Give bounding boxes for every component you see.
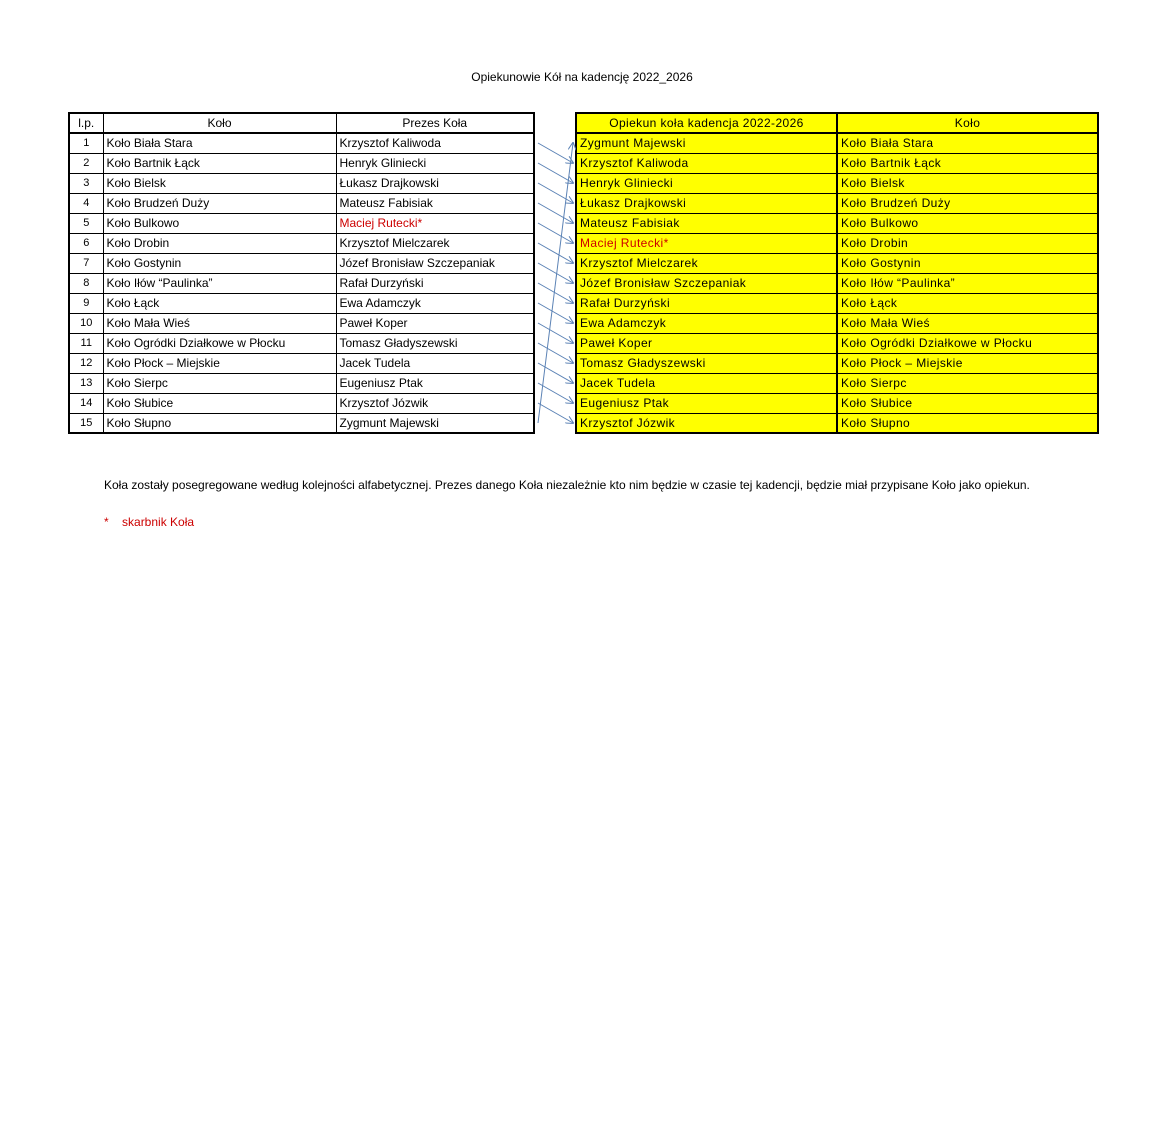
table-row [576,153,1098,173]
kolo-name: Koło Gostynin [103,253,336,273]
connector-arrow [538,163,573,183]
table-row [69,133,534,153]
row-number: 4 [69,193,103,213]
kolo-name: Koło Bielsk [837,173,1098,193]
row-number: 6 [69,233,103,253]
table-row [576,253,1098,273]
connector-arrow [538,343,573,363]
kolo-name: Koło Mała Wieś [837,313,1098,333]
connector-arrow [538,183,573,203]
table-row [69,413,534,433]
table-row [576,193,1098,213]
opiekun-name: Krzysztof Józwik [576,413,837,433]
opiekun-name: Zygmunt Majewski [576,133,837,153]
kolo-name: Koło Płock – Miejskie [103,353,336,373]
row-number: 1 [69,133,103,153]
table-row [576,393,1098,413]
row-number: 7 [69,253,103,273]
footnote-marker: * [104,515,109,529]
kolo-name: Koło Iłów “Paulinka” [837,273,1098,293]
prezes-name: Eugeniusz Ptak [336,373,534,393]
row-number: 10 [69,313,103,333]
connector-arrow [538,403,573,423]
header-kolo: Koło [103,113,336,133]
row-number: 8 [69,273,103,293]
connector-arrow [538,363,573,383]
connector-arrow [538,143,573,423]
row-number: 14 [69,393,103,413]
table-row [69,233,534,253]
table-row [576,133,1098,153]
opiekun-name: Mateusz Fabisiak [576,213,837,233]
row-number: 12 [69,353,103,373]
prezes-name: Tomasz Gładyszewski [336,333,534,353]
prezes-name: Krzysztof Mielczarek [336,233,534,253]
table-row [576,413,1098,433]
note-text: Koła zostały posegregowane według kolejności alfabetycznej. Prezes danego Koła niezależnie kto nim będzie w czasie tej kadencji, będzie miał przypisane Koło jako opiekun. [104,478,1030,492]
kolo-name: Koło Sierpc [103,373,336,393]
opiekun-name: Maciej Rutecki* [576,233,837,253]
kolo-name: Koło Słubice [103,393,336,413]
prezes-name: Maciej Rutecki* [336,213,534,233]
opiekun-name: Krzysztof Kaliwoda [576,153,837,173]
footnote-text: skarbnik Koła [122,515,195,529]
table-row [576,273,1098,293]
connector-arrow [538,263,573,283]
kolo-name: Koło Biała Stara [837,133,1098,153]
table-row [69,213,534,233]
connector-arrow [538,383,573,403]
kolo-name: Koło Płock – Miejskie [837,353,1098,373]
table-row [576,353,1098,373]
kolo-name: Koło Bulkowo [837,213,1098,233]
row-number: 3 [69,173,103,193]
header-opiekun: Opiekun koła kadencja 2022-2026 [576,113,837,133]
kolo-name: Koło Słubice [837,393,1098,413]
opiekun-name: Rafał Durzyński [576,293,837,313]
prezes-name: Rafał Durzyński [336,273,534,293]
prezes-name: Józef Bronisław Szczepaniak [336,253,534,273]
prezes-name: Łukasz Drajkowski [336,173,534,193]
kolo-name: Koło Brudzeń Duży [103,193,336,213]
opiekun-name: Paweł Koper [576,333,837,353]
opiekun-name: Ewa Adamczyk [576,313,837,333]
guardians-table [575,112,1099,434]
kolo-name: Koło Brudzeń Duży [837,193,1098,213]
kolo-name: Koło Gostynin [837,253,1098,273]
prezes-name: Jacek Tudela [336,353,534,373]
opiekun-name: Henryk Gliniecki [576,173,837,193]
opiekun-name: Krzysztof Mielczarek [576,253,837,273]
prezes-name: Henryk Gliniecki [336,153,534,173]
opiekun-name: Tomasz Gładyszewski [576,353,837,373]
table-row [576,293,1098,313]
kolo-name: Koło Mała Wieś [103,313,336,333]
kolo-name: Koło Sierpc [837,373,1098,393]
presidents-table-header [69,113,534,133]
prezes-name: Ewa Adamczyk [336,293,534,313]
table-row [69,293,534,313]
kolo-name: Koło Słupno [103,413,336,433]
table-row [576,373,1098,393]
kolo-name: Koło Biała Stara [103,133,336,153]
row-number: 5 [69,213,103,233]
kolo-name: Koło Bartnik Łąck [103,153,336,173]
table-row [69,333,534,353]
table-row [576,313,1098,333]
kolo-name: Koło Łąck [103,293,336,313]
kolo-name: Koło Iłów “Paulinka” [103,273,336,293]
kolo-name: Koło Słupno [837,413,1098,433]
row-number: 9 [69,293,103,313]
opiekun-name: Józef Bronisław Szczepaniak [576,273,837,293]
table-row [69,373,534,393]
table-row [69,353,534,373]
prezes-name: Zygmunt Majewski [336,413,534,433]
row-number: 2 [69,153,103,173]
connector-arrow [538,243,573,263]
table-row [69,153,534,173]
opiekun-name: Jacek Tudela [576,373,837,393]
kolo-name: Koło Bielsk [103,173,336,193]
row-number: 11 [69,333,103,353]
table-row [69,253,534,273]
kolo-name: Koło Ogródki Działkowe w Płocku [103,333,336,353]
presidents-table [68,112,535,434]
prezes-name: Mateusz Fabisiak [336,193,534,213]
connector-arrow [538,143,573,163]
row-number: 13 [69,373,103,393]
opiekun-name: Eugeniusz Ptak [576,393,837,413]
kolo-name: Koło Drobin [103,233,336,253]
table-row [69,173,534,193]
footnote [104,515,194,529]
kolo-name: Koło Ogródki Działkowe w Płocku [837,333,1098,353]
kolo-name: Koło Bartnik Łąck [837,153,1098,173]
connector-arrow [538,303,573,323]
kolo-name: Koło Bulkowo [103,213,336,233]
row-number: 15 [69,413,103,433]
table-row [69,313,534,333]
opiekun-name: Łukasz Drajkowski [576,193,837,213]
kolo-name: Koło Drobin [837,233,1098,253]
connector-arrow [538,223,573,243]
prezes-name: Paweł Koper [336,313,534,333]
guardians-table-header [576,113,1098,133]
connector-arrow [538,323,573,343]
kolo-name: Koło Łąck [837,293,1098,313]
table-row [69,273,534,293]
table-row [576,333,1098,353]
prezes-name: Krzysztof Józwik [336,393,534,413]
header-prezes: Prezes Koła [336,113,534,133]
connector-arrow [538,283,573,303]
page-title: Opiekunowie Kół na kadencję 2022_2026 [471,70,693,84]
table-row [576,213,1098,233]
connector-arrow [538,203,573,223]
header-kolo: Koło [837,113,1098,133]
table-row [69,193,534,213]
table-row [576,233,1098,253]
table-row [576,173,1098,193]
header-lp: l.p. [69,113,103,133]
prezes-name: Krzysztof Kaliwoda [336,133,534,153]
table-row [69,393,534,413]
